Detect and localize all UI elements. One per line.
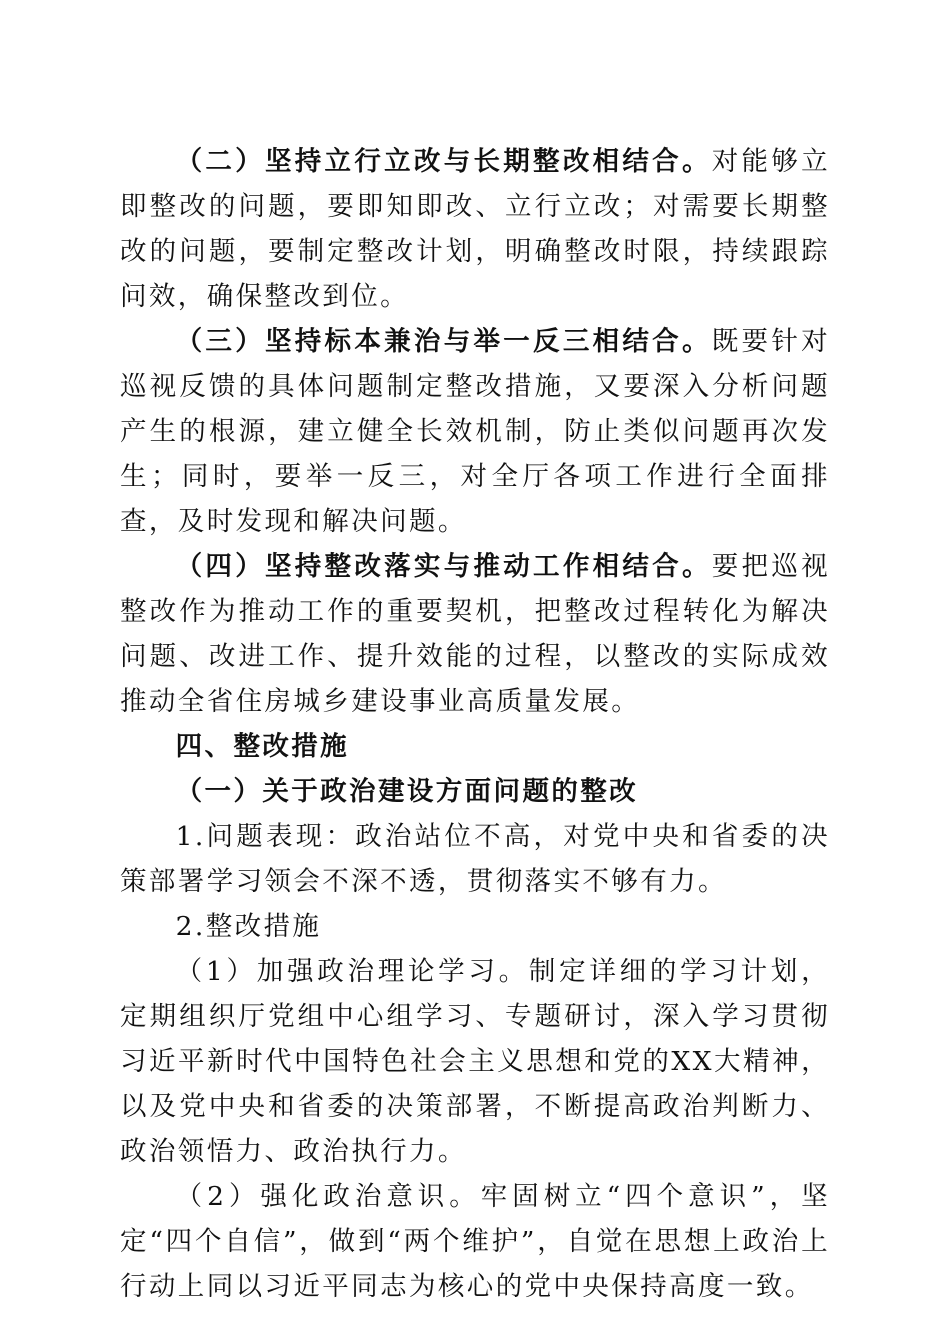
problem-description: 1.问题表现：政治站位不高，对党中央和省委的决策部署学习领会不深不透，贯彻落实不够有力。 (120, 821, 830, 897)
paragraph-principle-2 (120, 139, 830, 319)
paragraph-body: 要把巡视整改作为推动工作的重要契机，把整改过程转化为解决问题、改进工作、提升效能的过程，以整改的实际成效推动全省住房城乡建设事业高质量发展。 (120, 551, 830, 717)
measure-item-1: （1）加强政治理论学习。制定详细的学习计划，定期组织厅党组中心组学习、专题研讨，深入学习贯彻习近平新时代中国特色社会主义思想和党的XX大精神，以及党中央和省委的决策部署，不断提高政治判断力、政治领悟力、政治执行力。 (120, 956, 830, 1167)
measures-label: 2.整改措施 (175, 911, 322, 942)
paragraph-body: 既要针对巡视反馈的具体问题制定整改措施，又要深入分析问题产生的根源，建立健全长效机制，防止类似问题再次发生；同时，要举一反三，对全厅各项工作进行全面排查，及时发现和解决问题。 (120, 326, 830, 537)
paragraph-principle-3 (120, 319, 830, 544)
paragraph-lead: （四）坚持整改落实与推动工作相结合。 (175, 551, 712, 582)
paragraph-lead: （三）坚持标本兼治与举一反三相结合。 (175, 326, 712, 357)
paragraph-lead: （二）坚持立行立改与长期整改相结合。 (175, 146, 712, 177)
section-heading: 四、整改措施 (175, 731, 350, 762)
document-body (120, 139, 830, 1309)
subsection-heading: （一）关于政治建设方面问题的整改 (175, 776, 639, 807)
paragraph-principle-4 (120, 544, 830, 724)
measure-item-2: （2）强化政治意识。牢固树立“四个意识”，坚定“四个自信”，做到“两个维护”，自觉在思想上政治上行动上同以习近平同志为核心的党中央保持高度一致。 (120, 1181, 830, 1302)
paragraph-body: 对能够立即整改的问题，要即知即改、立行立改；对需要长期整改的问题，要制定整改计划，明确整改时限，持续跟踪问效，确保整改到位。 (120, 146, 830, 312)
